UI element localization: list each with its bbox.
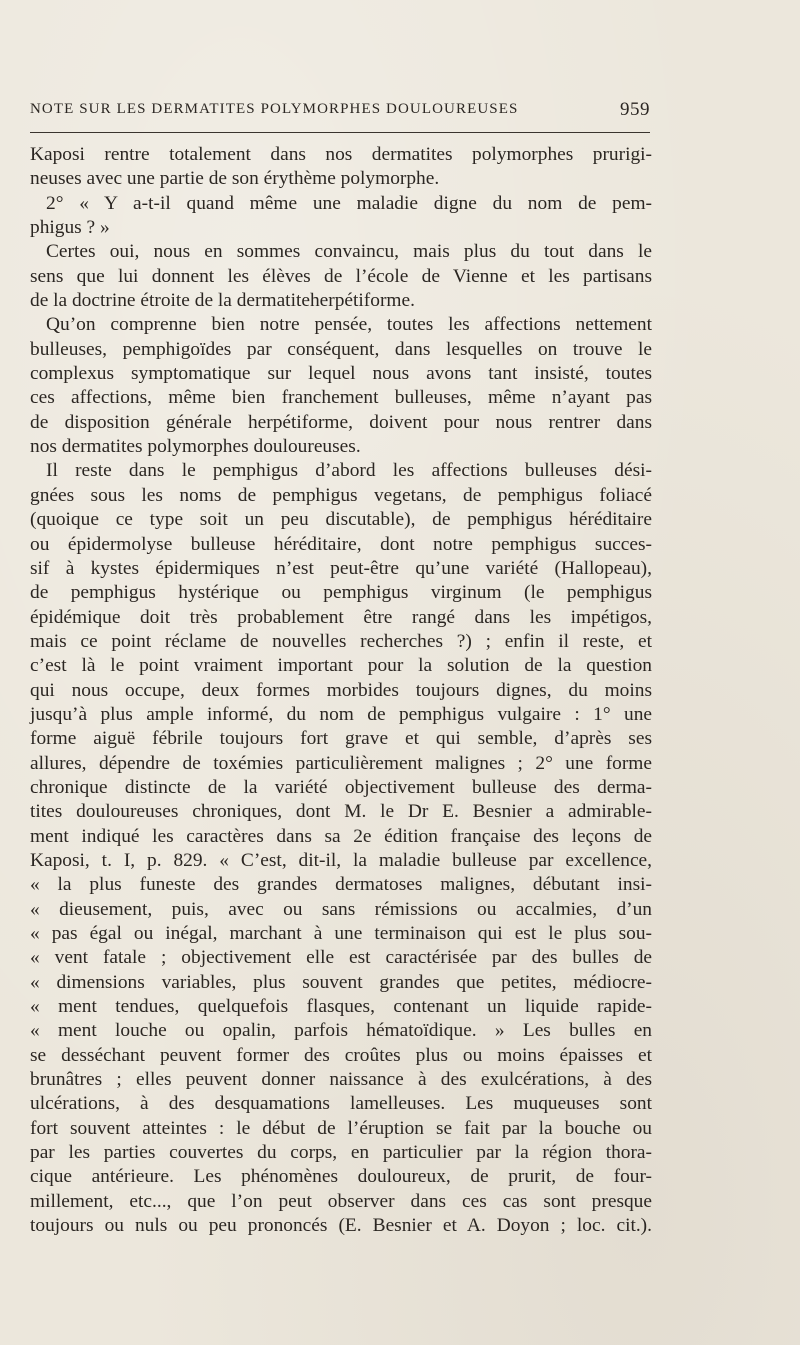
text-line: Certes oui, nous en sommes convaincu, mais plus du tout dans le bbox=[46, 241, 652, 263]
text-line: neuses avec une partie de son érythème polymorphe. bbox=[30, 168, 440, 190]
text-line: épidémique doit très probablement être rangé dans les impétigos, bbox=[30, 606, 652, 628]
text-line: ces affections, même bien franchement bulleuses, même n’ayant pas bbox=[30, 387, 652, 409]
text-line: par les parties couvertes du corps, en particulier par la région thora- bbox=[30, 1142, 652, 1164]
header-rule bbox=[30, 132, 650, 133]
text-line: Qu’on comprenne bien notre pensée, toutes les affections nettement bbox=[46, 314, 652, 336]
text-line: c’est là le point vraiment important pour la solution de la question bbox=[30, 655, 652, 677]
text-line: mais ce point réclame de nouvelles recherches ?) ; enfin il reste, et bbox=[30, 630, 652, 652]
text-line: ulcérations, à des desquamations lamelleuses. Les muqueuses sont bbox=[30, 1093, 652, 1115]
text-line: ou épidermolyse bulleuse héréditaire, dont notre pemphigus succes- bbox=[30, 533, 652, 555]
text-line: nos dermatites polymorphes douloureuses. bbox=[30, 436, 361, 458]
text-line: phigus ? » bbox=[30, 217, 110, 239]
text-line: de la doctrine étroite de la dermatiteherpétiforme. bbox=[30, 290, 415, 312]
text-line: « ment tendues, quelquefois flasques, contenant un liquide rapide- bbox=[30, 996, 652, 1018]
text-line: chronique distincte de la variété objectivement bulleuse des derma- bbox=[30, 776, 652, 798]
text-line: forme aiguë fébrile toujours fort grave et qui semble, d’après ses bbox=[30, 728, 652, 750]
text-line: ment indiqué les caractères dans sa 2e édition française des leçons de bbox=[30, 825, 652, 847]
text-line: sif à kystes épidermiques n’est peut-être qu’une variété (Hallopeau), bbox=[30, 557, 652, 579]
text-line: de pemphigus hystérique ou pemphigus virginum (le pemphigus bbox=[30, 582, 652, 604]
body-text bbox=[30, 143, 652, 1238]
text-line: « la plus funeste des grandes dermatoses malignes, débutant insi- bbox=[30, 874, 652, 896]
text-line: de disposition générale herpétiforme, doivent pour nous rentrer dans bbox=[30, 411, 652, 433]
text-line: « pas égal ou inégal, marchant à une terminaison qui est le plus sou- bbox=[30, 923, 652, 944]
text-line: se desséchant peuvent former des croûtes plus ou moins épaisses et bbox=[30, 1044, 652, 1066]
running-head bbox=[30, 101, 650, 125]
text-line: fort souvent atteintes : le début de l’éruption se fait par la bouche ou bbox=[30, 1117, 652, 1139]
page-number: 959 bbox=[620, 99, 650, 120]
text-line: toujours ou nuls ou peu prononcés (E. Besnier et A. Doyon ; loc. cit.). bbox=[30, 1215, 652, 1237]
text-line: tites douloureuses chroniques, dont M. le Dr E. Besnier a admirable- bbox=[30, 801, 652, 823]
running-title: NOTE SUR LES DERMATITES POLYMORPHES DOULOUREUSES bbox=[30, 101, 519, 117]
text-line: complexus symptomatique sur lequel nous avons tant insisté, toutes bbox=[30, 363, 652, 385]
text-line: « vent fatale ; objectivement elle est caractérisée par des bulles de bbox=[30, 947, 652, 969]
text-line: Il reste dans le pemphigus d’abord les affections bulleuses dési- bbox=[46, 460, 652, 482]
text-line: « dimensions variables, plus souvent grandes que petites, médiocre- bbox=[30, 971, 652, 993]
text-line: « ment louche ou opalin, parfois hématoïdique. » Les bulles en bbox=[30, 1020, 652, 1042]
text-line: Kaposi rentre totalement dans nos dermatites polymorphes prurigi- bbox=[30, 144, 652, 165]
text-line: (quoique ce type soit un peu discutable), de pemphigus héréditaire bbox=[30, 509, 652, 531]
text-line: Kaposi, t. I, p. 829. « C’est, dit-il, la maladie bulleuse par excellence, bbox=[30, 849, 652, 871]
text-line: 2° « Y a-t-il quand même une maladie digne du nom de pem- bbox=[46, 192, 652, 214]
text-line: allures, dépendre de toxémies particulièrement malignes ; 2° une forme bbox=[30, 752, 652, 774]
text-line: gnées sous les noms de pemphigus vegetans, de pemphigus foliacé bbox=[30, 484, 652, 506]
text-line: bulleuses, pemphigoïdes par conséquent, dans lesquelles on trouve le bbox=[30, 338, 652, 360]
text-line: millement, etc..., que l’on peut observer dans ces cas sont presque bbox=[30, 1190, 652, 1212]
text-line: sens que lui donnent les élèves de l’école de Vienne et les partisans bbox=[30, 265, 652, 287]
text-line: « dieusement, puis, avec ou sans rémissions ou accalmies, d’un bbox=[30, 898, 652, 920]
text-line: brunâtres ; elles peuvent donner naissance à des exulcérations, à des bbox=[30, 1069, 652, 1091]
text-line: jusqu’à plus ample informé, du nom de pemphigus vulgaire : 1° une bbox=[30, 703, 652, 725]
text-line: qui nous occupe, deux formes morbides toujours dignes, du moins bbox=[30, 679, 652, 701]
text-line: cique antérieure. Les phénomènes douloureux, de prurit, de four- bbox=[30, 1166, 652, 1188]
